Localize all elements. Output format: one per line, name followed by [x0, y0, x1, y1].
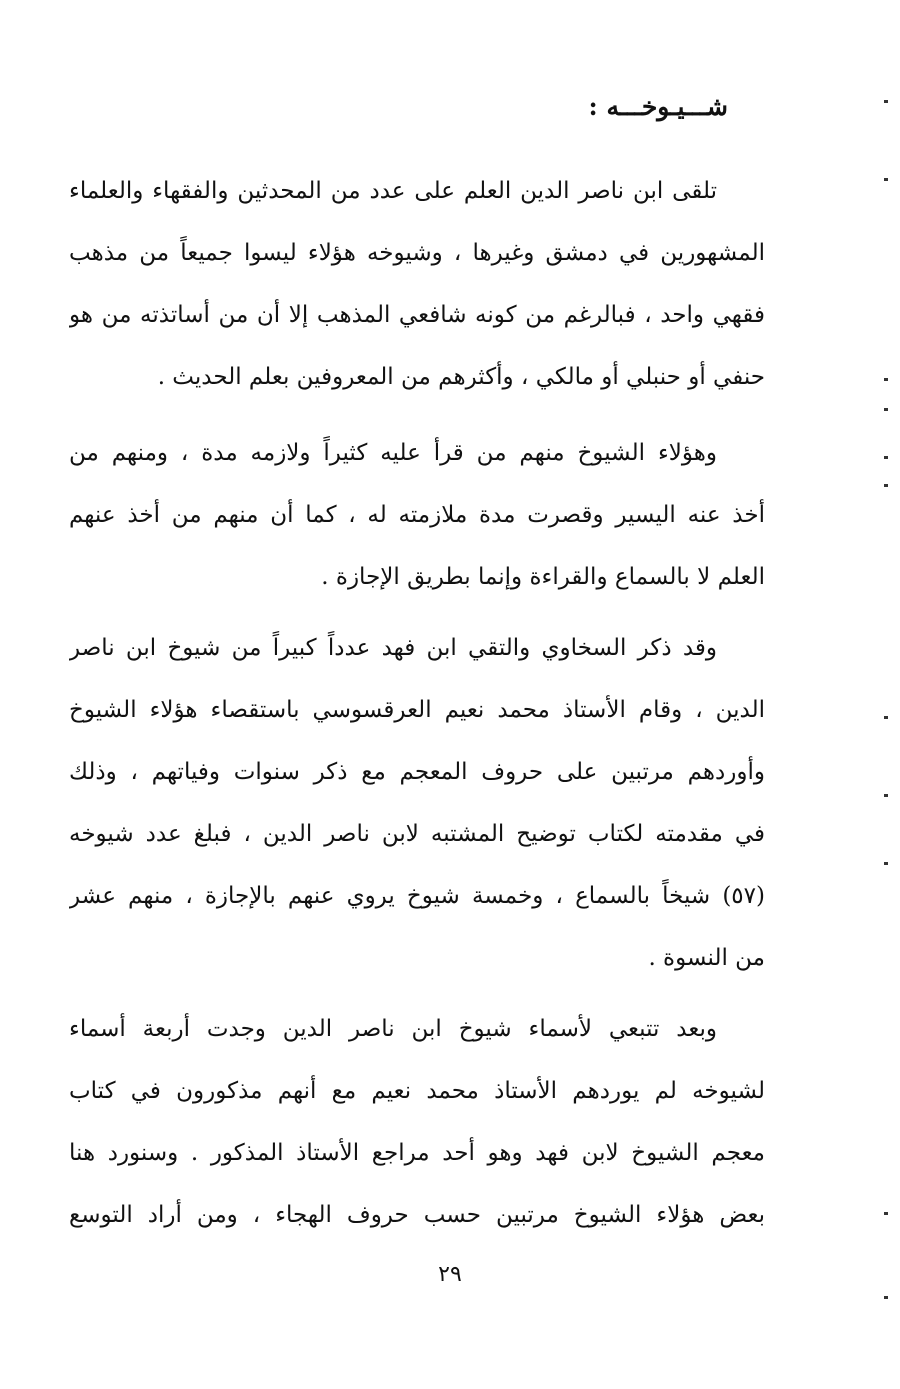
paragraph-line: وهؤلاء الشيوخ منهم من قرأ عليه كثيراً ولازمه مدة ، ومنهم من — [69, 440, 717, 466]
scan-speck — [884, 408, 888, 411]
paragraph-line: المشهورين في دمشق وغيرها ، وشيوخه هؤلاء ليسوا جميعاً من مذهب — [69, 240, 765, 266]
paragraph-line: من النسوة . — [648, 945, 765, 971]
paragraph-line: وبعد تتبعي لأسماء شيوخ ابن ناصر الدين وجدت أربعة أسماء — [69, 1016, 717, 1042]
scan-speck — [884, 1296, 888, 1299]
scan-speck — [884, 378, 888, 381]
paragraph-line: حنفي أو حنبلي أو مالكي ، وأكثرهم من المعروفين بعلم الحديث . — [157, 364, 765, 390]
paragraph-line: وقد ذكر السخاوي والتقي ابن فهد عدداً كبيراً من شيوخ ابن ناصر — [69, 635, 717, 661]
paragraph-line: فقهي واحد ، فبالرغم من كونه شافعي المذهب إلا أن من أساتذته من هو — [69, 302, 765, 328]
paragraph-line: في مقدمته لكتاب توضيح المشتبه لابن ناصر الدين ، فبلغ عدد شيوخه — [69, 821, 765, 847]
paragraph-line: (٥٧) شيخاً بالسماع ، وخمسة شيوخ يروي عنهم بالإجازة ، منهم عشر — [69, 883, 765, 909]
scan-speck — [884, 484, 888, 487]
paragraph-1 — [69, 160, 765, 408]
paragraph-line: وأوردهم مرتبين على حروف المعجم مع ذكر سنوات وفياتهم ، وذلك — [69, 759, 765, 785]
paragraph-line: بعض هؤلاء الشيوخ مرتبين حسب حروف الهجاء ، ومن أراد التوسع — [69, 1202, 765, 1228]
paragraph-line: معجم الشيوخ لابن فهد وهو أحد مراجع الأستاذ المذكور . وسنورد هنا — [69, 1140, 765, 1166]
section-heading: شـــيـوخـــه : — [588, 92, 728, 121]
scan-speck — [884, 862, 888, 865]
scan-speck — [884, 100, 888, 103]
paragraph-2 — [69, 422, 765, 608]
page-number: ٢٩ — [438, 1262, 462, 1287]
scan-speck — [884, 1212, 888, 1215]
paragraph-line: تلقى ابن ناصر الدين العلم على عدد من المحدثين والفقهاء والعلماء — [69, 178, 717, 204]
paragraph-line: لشيوخه لم يوردهم الأستاذ محمد نعيم مع أنهم مذكورون في كتاب — [69, 1078, 765, 1104]
scan-speck — [884, 716, 888, 719]
paragraph-3 — [69, 617, 765, 989]
scan-speck — [884, 794, 888, 797]
scan-speck — [884, 178, 888, 181]
paragraph-line: العلم لا بالسماع والقراءة وإنما بطريق الإجازة . — [321, 564, 765, 590]
paragraph-4 — [69, 998, 765, 1246]
paragraph-line: الدين ، وقام الأستاذ محمد نعيم العرقسوسي باستقصاء هؤلاء الشيوخ — [69, 697, 765, 723]
scan-speck — [884, 456, 888, 459]
paragraph-line: أخذ عنه اليسير وقصرت مدة ملازمته له ، كما أن منهم من أخذ عنهم — [69, 502, 765, 528]
